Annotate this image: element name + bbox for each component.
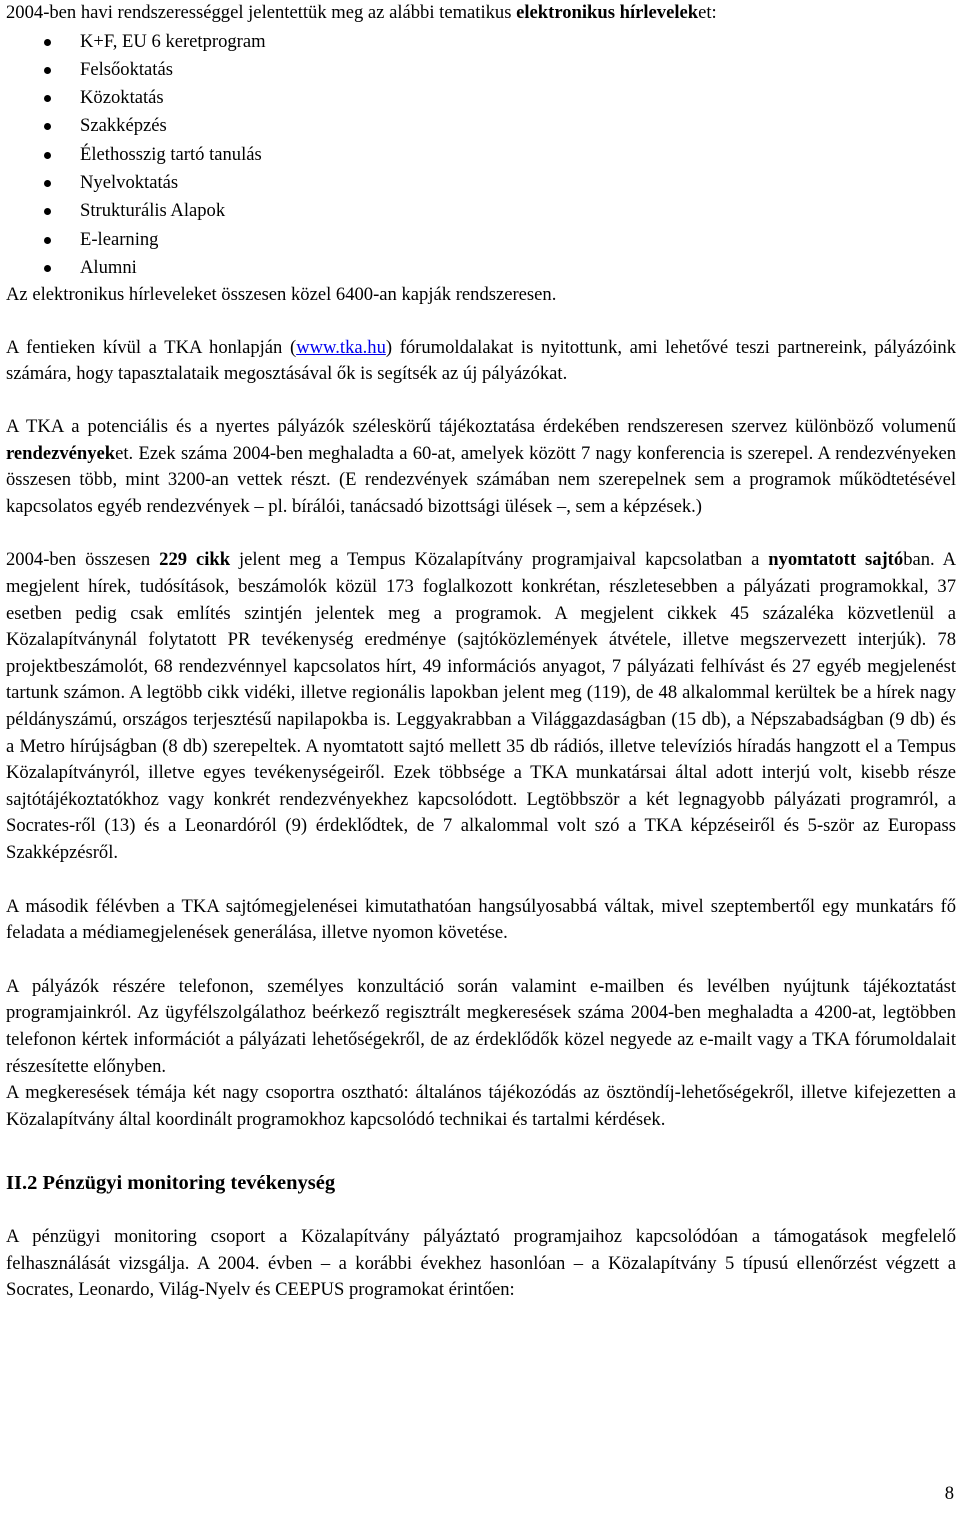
list-item: Szakképzés [6,112,956,140]
list-item: Strukturális Alapok [6,197,956,225]
events-paragraph: A TKA a potenciális és a nyertes pályázók széleskörű tájékoztatása érdekében rendszeresen szervez különböző volumenű rendezvényeket. Ezek száma 2004-ben meghaladta a 60-at, amelyek között 7 nagy konferencia is szerepel. A rendezvényeken összesen több, mint 3200-an vettek részt. (E rendezvények számában nem szerepelnek sem a programok működtetésével kapcsolatos egyéb rendezvények – pl. bírálói, tanácsadó bizottsági ülések –, sem a képzések.) [6,416,956,517]
forum-paragraph: A fentieken kívül a TKA honlapján (www.tka.hu) fórumoldalakat is nyitottunk, ami lehetővé teszi partnereink, pályázóink számára, hogy tapasztalataik megosztásával ők is segítsék az új pályázókat. [6,336,956,385]
article-count: 229 cikk [159,549,231,571]
client-info-paragraph: A pályázók részére telefonon, személyes konzultáció során valamint e-mailben és levélben nyújtunk tájékoztatást programjainkról. Az ügyfélszolgálathoz beérkező regisztrált megkeresések száma 2004-ben meghaladta a 4200-at, legtöbben telefonon kértek információt a pályázati lehetőségekről, de az érdeklődők közel negyede az e-mailt vagy a TKA fórumoldalait részesítette előnyben. [6,975,956,1077]
document-page [6,0,956,1304]
bullet-icon [44,237,51,244]
newsletter-topic-list [6,28,956,283]
newsletter-count-paragraph: Az elektronikus hírleveleket összesen közel 6400-an kapják rendszeresen. [6,284,557,306]
press-paragraph: 2004-ben összesen 229 cikk jelent meg a Tempus Közalapítvány programjaival kapcsolatban a nyomtatott sajtóban. A megjelent hírek, tudósítások, beszámolók közül 173 foglalkozott konkrétan, részletesebben a pályázati programokkal, 37 esetben pedig csak említés szintjén jelentek meg a programok. A megjelent cikkek 45 százaléka közvetlenül a Közalapítványnál folytatott PR tevékenység eredménye (sajtóközlemények átvétele, illetve megszervezett interjúk). 78 projektbeszámolót, 68 rendezvénnyel kapcsolatos hírt, 49 információs anyagot, 7 pályázati felhívást és 27 egyéb megjelenést tartunk számon. A legtöbb cikk vidéki, illetve regionális lapokban jelent meg (119), de 48 alkalommal kerültek be a hírek nagy példányszámú, országos terjesztésű napilapokba is. Leggyakrabban a Világgazdaságban (15 db), a Népszabadságban (9 db) és a Metro hírújságban (8 db) szerepeltek. A nyomtatott sajtó mellett 35 db rádiós, illetve televíziós híradás hangzott el a Tempus Közalapítványról, illetve egyes tevékenységeiről. Ezek többsége a TKA munkatársai által adott interjú volt, kisebb része sajtótájékoztatókhoz vagy konkrét rendezvényekhez kapcsolódott. Legtöbbször a két legnagyobb pályázati programról, a Socrates-ről (13) és a Leonardóról (9) érdeklődtek, de 7 alkalommal volt szó a TKA képzéseiről és 5-ször az Europass Szakképzésről. [6,549,957,863]
events-bold-term: rendezvények [6,442,116,464]
list-item: E-learning [6,226,956,254]
second-half-paragraph: A második félévben a TKA sajtómegjelenései kimutathatóan hangsúlyosabbá váltak, mivel szeptembertől egy munkatárs fő feladata a médiamegjelenések generálása, illetve nyomon követése. [6,895,956,944]
inquiry-topics-paragraph: A megkeresések témája két nagy csoportra osztható: általános tájékozódás az ösztöndíj-lehetőségekről, illetve kifejezetten a Közalapítvány által koordinált programokhoz kapcsolódó technikai és tartalmi kérdések. [6,1082,956,1130]
printed-press-term: nyomtatott sajtó [768,549,904,571]
list-item: Felsőoktatás [6,56,956,84]
list-item: Élethosszig tartó tanulás [6,141,956,169]
bullet-icon [44,180,51,187]
tka-website-link[interactable]: www.tka.hu [296,336,386,358]
bullet-icon [44,67,51,74]
intro-bold-term: elektronikus hírlevelek [516,2,699,23]
list-item: Közoktatás [6,84,956,112]
intro-paragraph: 2004-ben havi rendszerességgel jelentettük meg az alábbi tematikus elektronikus hírleveleket: [6,2,717,23]
bullet-icon [44,123,51,130]
bullet-icon [44,95,51,102]
section-heading: II.2 Pénzügyi monitoring tevékenység [6,1172,336,1195]
bullet-icon [44,208,51,215]
monitoring-paragraph: A pénzügyi monitoring csoport a Közalapítvány pályáztató programjaihoz kapcsolódóan a támogatások megfelelő felhasználását vizsgálja. A 2004. évben – a korábbi évekhez hasonlóan – a Közalapítvány 5 típusú ellenőrzést végzett a Socrates, Leonardo, Világ-Nyelv és CEEPUS programokat érintően: [6,1226,956,1301]
list-item: K+F, EU 6 keretprogram [6,28,956,56]
bullet-icon [44,39,51,46]
list-item: Alumni [6,254,956,282]
bullet-icon [44,152,51,159]
page-number: 8 [944,1483,954,1504]
bullet-icon [44,265,51,272]
list-item: Nyelvoktatás [6,169,956,197]
